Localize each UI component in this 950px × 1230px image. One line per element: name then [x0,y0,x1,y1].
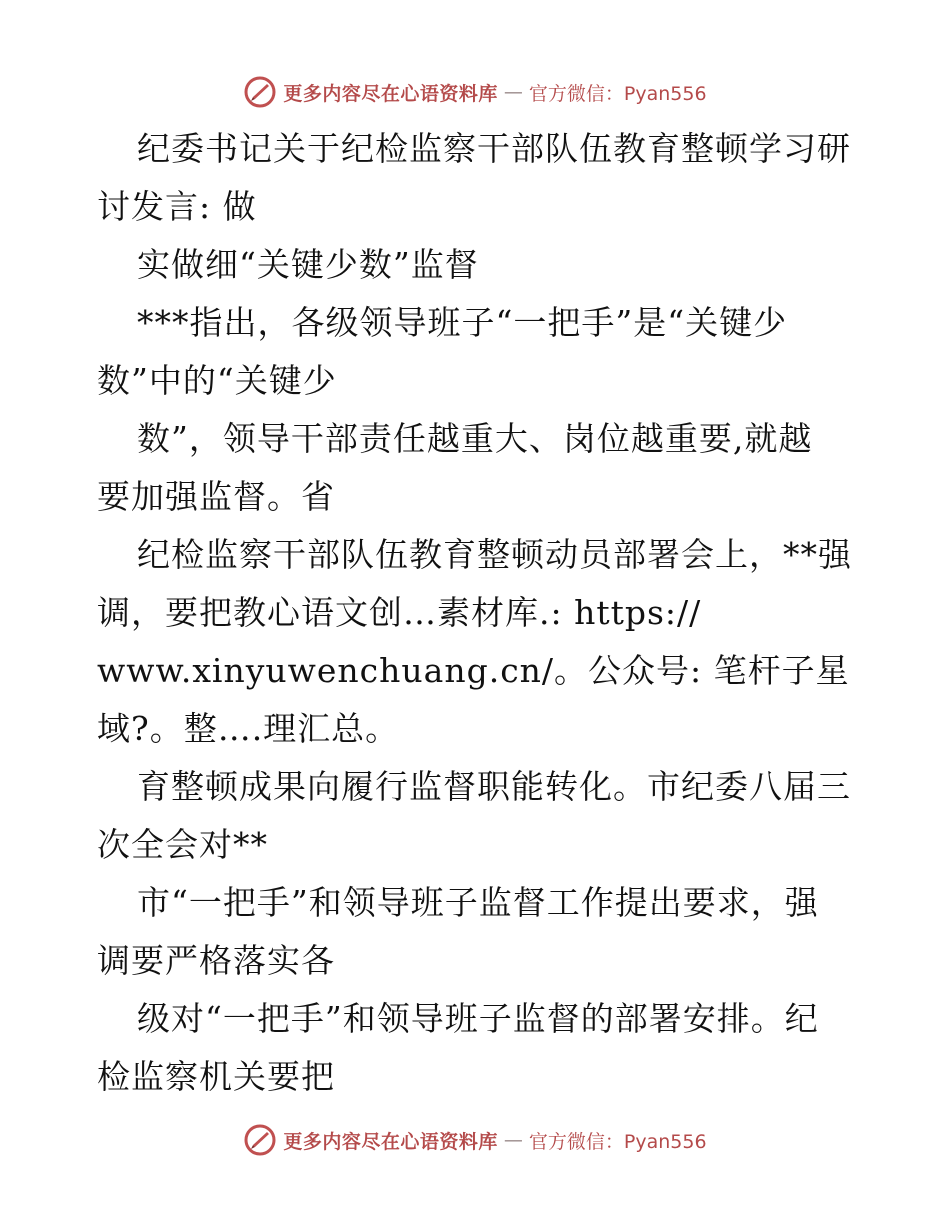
watermark-separator: — [503,81,523,103]
watermark-brand: 更多内容尽在心语资料库 [283,1130,498,1153]
text-line: 要加强监督。省 [97,477,335,516]
watermark-contact: 官方微信：Pyan556 [528,82,707,105]
text-line: 纪委书记关于纪检监察干部队伍教育整顿学习研 [137,129,851,168]
logo-icon [243,1123,277,1157]
footer-watermark [0,1120,950,1160]
text-line: 讨发言: 做 [97,187,257,226]
text-line: 次全会对** [97,825,268,864]
text-line: 数”，领导干部责任越重大、岗位越重要,就越 [137,419,813,458]
text-line: 调要严格落实各 [97,941,335,980]
header-watermark [0,72,950,112]
text-line: 数”中的“关键少 [97,361,337,400]
logo-icon [243,75,277,109]
text-line: 实做细“关键少数”监督 [137,245,479,284]
watermark-contact: 官方微信：Pyan556 [528,1130,707,1153]
text-line: 检监察机关要把 [97,1057,335,1096]
text-line: 域?。整….理汇总。 [97,709,400,748]
watermark-brand: 更多内容尽在心语资料库 [283,82,498,105]
text-line: 纪检监察干部队伍教育整顿动员部署会上，**强 [137,535,852,574]
text-line: 级对“一把手”和领导班子监督的部署安排。纪 [137,999,819,1038]
text-line: www.xinyuwenchuang.cn/。公众号: 笔杆子星 [97,651,850,690]
text-line: 育整顿成果向履行监督职能转化。市纪委八届三 [137,767,851,806]
text-line: 市“一把手”和领导班子监督工作提出要求，强 [137,883,819,922]
text-line: ***指出，各级领导班子“一把手”是“关键少 [137,303,788,342]
text-line: 调，要把教心语文创…素材库.: https:// [97,593,702,632]
watermark-separator: — [503,1129,523,1151]
document-body [97,120,857,1106]
